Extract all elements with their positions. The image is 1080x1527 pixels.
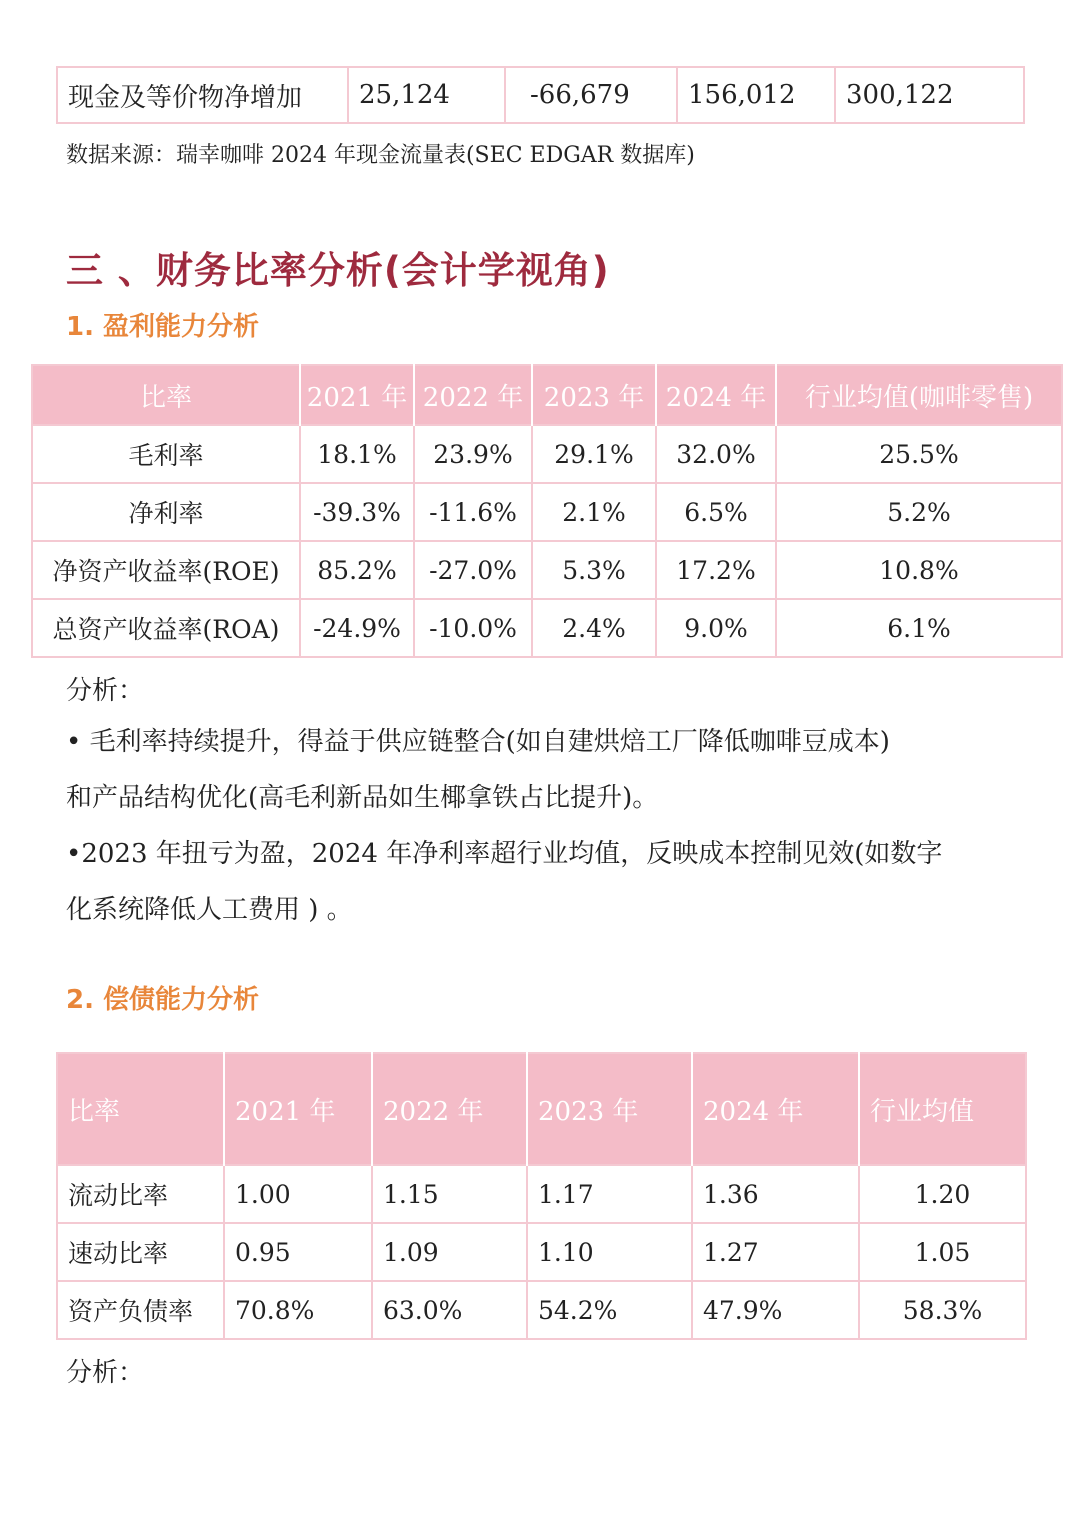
table-cell: 6.5% bbox=[656, 483, 776, 541]
table-cell: 25.5% bbox=[776, 425, 1062, 483]
table-header-row bbox=[57, 1053, 1026, 1165]
table-cell: 2.4% bbox=[532, 599, 656, 657]
table-cell: 47.9% bbox=[692, 1281, 859, 1339]
table-cell: 1.00 bbox=[224, 1165, 372, 1223]
table-cell: 1.09 bbox=[372, 1223, 527, 1281]
table-row bbox=[32, 599, 1062, 657]
row-label: 现金及等价物净增加 bbox=[57, 67, 348, 123]
table-cell: -27.0% bbox=[414, 541, 532, 599]
table-cell: 1.17 bbox=[527, 1165, 692, 1223]
column-header: 比率 bbox=[32, 365, 300, 425]
table-cell: 1.36 bbox=[692, 1165, 859, 1223]
table-cell: -39.3% bbox=[300, 483, 414, 541]
column-header: 行业均值(咖啡零售) bbox=[776, 365, 1062, 425]
row-label: 净利率 bbox=[32, 483, 300, 541]
table-row bbox=[32, 483, 1062, 541]
table-row bbox=[57, 1223, 1026, 1281]
column-header: 行业均值 bbox=[859, 1053, 1026, 1165]
table-cell: 1.10 bbox=[527, 1223, 692, 1281]
table-cell: 1.15 bbox=[372, 1165, 527, 1223]
column-header: 2024 年 bbox=[656, 365, 776, 425]
row-label: 总资产收益率(ROA) bbox=[32, 599, 300, 657]
table-cell: 18.1% bbox=[300, 425, 414, 483]
row-label: 净资产收益率(ROE) bbox=[32, 541, 300, 599]
column-header: 2023 年 bbox=[527, 1053, 692, 1165]
solvency-table bbox=[56, 1052, 1027, 1340]
row-label: 流动比率 bbox=[57, 1165, 224, 1223]
column-header: 2022 年 bbox=[414, 365, 532, 425]
analysis-label: 分析： bbox=[66, 1358, 145, 1388]
table-header-row bbox=[32, 365, 1062, 425]
table-cell: 300,122 bbox=[846, 80, 954, 110]
table-cell: 17.2% bbox=[656, 541, 776, 599]
column-header: 比率 bbox=[57, 1053, 224, 1165]
solvency-title: 2. 偿债能力分析 bbox=[66, 985, 260, 1015]
table-cell: 70.8% bbox=[224, 1281, 372, 1339]
table-cell: 1.27 bbox=[692, 1223, 859, 1281]
column-header: 2023 年 bbox=[532, 365, 656, 425]
table-cell: 156,012 bbox=[677, 67, 835, 123]
column-header: 2024 年 bbox=[692, 1053, 859, 1165]
bullet-line: 和产品结构优化(高毛利新品如生椰拿铁占比提升)。 bbox=[66, 783, 659, 813]
table-cell: 1.20 bbox=[859, 1165, 1026, 1223]
table-cell: 58.3% bbox=[859, 1281, 1026, 1339]
row-label: 速动比率 bbox=[57, 1223, 224, 1281]
analysis-bullet bbox=[66, 714, 1026, 938]
column-header: 2021 年 bbox=[224, 1053, 372, 1165]
table-cell: 1.05 bbox=[859, 1223, 1026, 1281]
table-cell: -66,679 bbox=[505, 67, 677, 123]
table-cell: 10.8% bbox=[776, 541, 1062, 599]
table-cell: 32.0% bbox=[656, 425, 776, 483]
table-row bbox=[57, 1281, 1026, 1339]
column-header: 2021 年 bbox=[300, 365, 414, 425]
bullet-line: •2023 年扭亏为盈，2024 年净利率超行业均值，反映成本控制见效(如数字 bbox=[66, 839, 943, 869]
row-label: 毛利率 bbox=[32, 425, 300, 483]
table-cell: 29.1% bbox=[532, 425, 656, 483]
table-cell: 25,124 bbox=[348, 67, 505, 123]
source-note: 数据来源：瑞幸咖啡 2024 年现金流量表(SEC EDGAR 数据库) bbox=[66, 143, 695, 168]
column-header: 2022 年 bbox=[372, 1053, 527, 1165]
table-cell: 5.3% bbox=[532, 541, 656, 599]
section-title: 三 、财务比率分析(会计学视角) bbox=[66, 249, 610, 292]
table-row bbox=[32, 541, 1062, 599]
analysis-label: 分析： bbox=[66, 676, 145, 706]
table-cell: 54.2% bbox=[527, 1281, 692, 1339]
table-row bbox=[57, 67, 1024, 123]
table-cell: -24.9% bbox=[300, 599, 414, 657]
profitability-table bbox=[31, 364, 1063, 658]
table-cell: 2.1% bbox=[532, 483, 656, 541]
cash-flow-table bbox=[56, 66, 1025, 124]
row-label: 资产负债率 bbox=[57, 1281, 224, 1339]
table-cell: 9.0% bbox=[656, 599, 776, 657]
table-row bbox=[32, 425, 1062, 483]
table-row bbox=[57, 1165, 1026, 1223]
bullet-line: • 毛利率持续提升，得益于供应链整合(如自建烘焙工厂降低咖啡豆成本) bbox=[66, 727, 890, 757]
table-cell: 0.95 bbox=[224, 1223, 372, 1281]
profitability-title: 1. 盈利能力分析 bbox=[66, 312, 260, 342]
table-cell: -10.0% bbox=[414, 599, 532, 657]
bullet-line: 化系统降低人工费用 ) 。 bbox=[66, 895, 353, 925]
table-cell: 23.9% bbox=[414, 425, 532, 483]
table-cell: -11.6% bbox=[414, 483, 532, 541]
table-cell: 63.0% bbox=[372, 1281, 527, 1339]
table-cell: 6.1% bbox=[776, 599, 1062, 657]
table-cell: 85.2% bbox=[300, 541, 414, 599]
table-cell: 5.2% bbox=[776, 483, 1062, 541]
